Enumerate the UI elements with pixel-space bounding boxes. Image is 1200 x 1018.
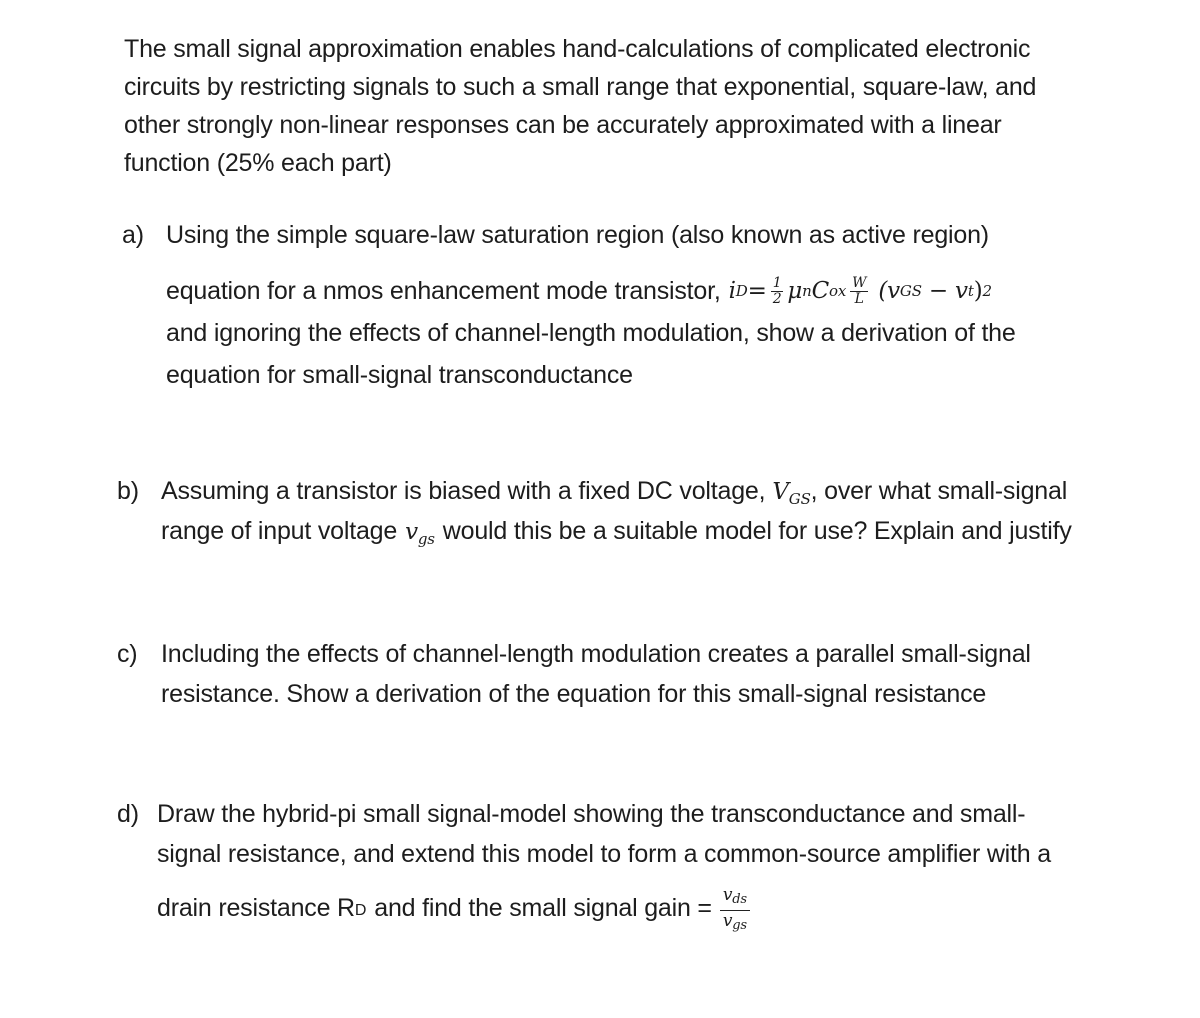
intro-line-4: function (25% each part) [124, 149, 392, 177]
part-b-line-1: Assuming a transistor is biased with a fixed DC voltage, [161, 477, 766, 505]
question-part-d: d) Draw the hybrid-pi small signal-model showing the transconductance and small- signal resistance, and extend this model to form a common-source amplifier with a drain resistance R D and find the small signal gain = $\frac{\text{vds}}{\text{vgs}}$ [117, 800, 1157, 936]
fraction-one-half: $\frac{1}{2}$ [772, 274, 782, 307]
question-part-c [117, 640, 1157, 718]
part-a-line-2: equation for a nmos enhancement mode transistor, [166, 276, 721, 305]
part-d-line-2: signal resistance, and extend this model to form a common-source amplifier with a [157, 840, 1051, 868]
question-part-b: b) Assuming a transistor is biased with a fixed DC voltage, $V_{GS}$ , over what small-signal range of input voltage $v_{gs}$ would this be a suitable model for use? Explain and justify [117, 477, 1072, 548]
part-d-line-3: drain resistance R [157, 893, 355, 922]
part-d-line-1: Draw the hybrid-pi small signal-model showing the transconductance and small- [157, 800, 1026, 828]
part-c-line-1: Including the effects of channel-length modulation creates a parallel small-signal [161, 640, 1031, 668]
question-part-a [122, 221, 1122, 399]
part-b-label: b) [117, 477, 139, 505]
part-a-line-1: Using the simple square-law saturation region (also known as active region) [166, 221, 989, 249]
part-c-line-2: resistance. Show a derivation of the equation for this small-signal resistance [161, 680, 987, 708]
gain-fraction: $\frac{\text{vds}}{\text{vgs}}$ [720, 885, 750, 936]
vgs-dc-symbol: $V_{GS}$ [772, 479, 811, 508]
part-a-label: a) [122, 221, 144, 249]
intro-paragraph [124, 30, 1124, 182]
part-d-label: d) [117, 800, 139, 828]
vgs-small-signal-symbol: $v_{gs}$ [405, 519, 435, 548]
square-law-equation: i D = $\frac{1}{2}$ μ n C ox $\frac{W}{L}$ (v GS − v t ) 2 [728, 274, 992, 307]
part-a-line-4: equation for small-signal transconductance [166, 361, 633, 389]
part-b-line-2: range of input voltage [161, 517, 398, 545]
part-a-line-3: and ignoring the effects of channel-length modulation, show a derivation of the [166, 319, 1016, 347]
part-c-label: c) [117, 640, 138, 668]
intro-line-1: The small signal approximation enables hand-calculations of complicated electronic [124, 35, 1031, 63]
fraction-w-over-l: $\frac{W}{L}$ [852, 274, 867, 307]
intro-line-3: other strongly non-linear responses can be accurately approximated with a linear [124, 111, 1002, 139]
intro-line-2: circuits by restricting signals to such a small range that exponential, square-law, and [124, 73, 1037, 101]
